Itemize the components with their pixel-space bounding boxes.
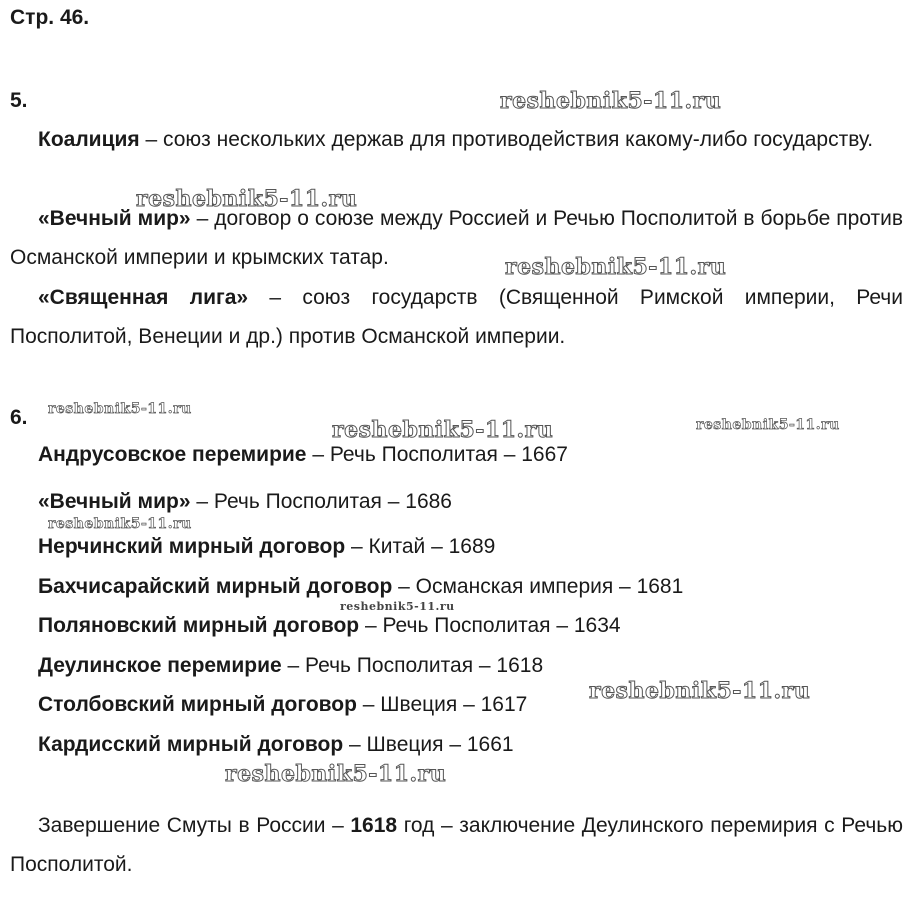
definition-text: – союз нескольких держав для противодействия какому-либо государству. bbox=[139, 128, 874, 151]
treaty-details: – Швеция – 1661 bbox=[343, 733, 514, 756]
treaty-row bbox=[38, 490, 452, 514]
watermark: reshebnik5-11.ru bbox=[332, 417, 554, 443]
watermark: reshebnik5-11.ru bbox=[48, 401, 192, 417]
treaty-details: – Османская империя – 1681 bbox=[392, 575, 684, 598]
treaty-details: – Швеция – 1617 bbox=[356, 693, 528, 716]
watermark: reshebnik5-11.ru bbox=[48, 516, 192, 532]
treaty-row bbox=[38, 575, 683, 599]
task-5-number: 5. bbox=[10, 89, 28, 112]
task-6-number: 6. bbox=[10, 406, 28, 429]
treaty-name: Кардисский мирный договор bbox=[38, 733, 344, 756]
treaty-name: Деулинское перемирие bbox=[38, 654, 282, 677]
treaty-details: – Китай – 1689 bbox=[345, 535, 496, 558]
watermark: reshebnik5-11.ru bbox=[225, 761, 447, 787]
watermark: reshebnik5-11.ru bbox=[500, 88, 722, 114]
conclusion-year: 1618 bbox=[350, 814, 398, 837]
conclusion-text: год – заключение Деулинского перемирия с Речью Посполитой. bbox=[10, 814, 903, 876]
conclusion-paragraph bbox=[10, 806, 903, 884]
treaty-name: Поляновский мирный договор bbox=[38, 614, 360, 637]
watermark: reshebnik5-11.ru bbox=[505, 254, 727, 280]
treaty-details: – Речь Посполитая – 1667 bbox=[306, 443, 568, 466]
definition-text: – союз государств (Священной Римской империи, Речи Посполитой, Венеции и др.) против Османской империи. bbox=[10, 286, 903, 348]
watermark: reshebnik5-11.ru bbox=[589, 678, 811, 704]
treaty-row bbox=[38, 535, 495, 559]
treaty-name: Столбовский мирный договор bbox=[38, 693, 357, 716]
treaty-row bbox=[38, 443, 568, 467]
watermark: reshebnik5-11.ru bbox=[136, 186, 358, 212]
treaty-name: Андрусовское перемирие bbox=[38, 443, 307, 466]
treaty-name: «Вечный мир» bbox=[38, 490, 191, 513]
treaty-name: Бахчисарайский мирный договор bbox=[38, 575, 393, 598]
definition-koalitsiya bbox=[10, 120, 903, 159]
definition-term: Коалиция bbox=[38, 128, 140, 151]
page-title: Стр. 46. bbox=[10, 6, 90, 29]
treaty-row bbox=[38, 733, 514, 757]
definition-term: «Священная лига» bbox=[38, 286, 249, 309]
definition-term: «Вечный мир» bbox=[38, 207, 191, 230]
treaty-details: – Речь Посполитая – 1686 bbox=[190, 490, 452, 513]
watermark: reshebnik5-11.ru bbox=[696, 417, 840, 433]
treaty-row bbox=[38, 693, 527, 717]
definition-text: – договор о союзе между Россией и Речью Посполитой в борьбе против Османской империи и крымских татар. bbox=[10, 207, 904, 269]
watermark: reshebnik5-11.ru bbox=[340, 600, 455, 613]
treaty-details: – Речь Посполитая – 1618 bbox=[281, 654, 544, 677]
treaty-row bbox=[38, 614, 621, 638]
definition-svyashchennaya-liga bbox=[10, 278, 903, 356]
treaty-row bbox=[38, 654, 543, 678]
conclusion-text: Завершение Смуты в России – bbox=[38, 814, 351, 837]
treaty-details: – Речь Посполитая – 1634 bbox=[359, 614, 621, 637]
treaty-name: Нерчинский мирный договор bbox=[38, 535, 346, 558]
